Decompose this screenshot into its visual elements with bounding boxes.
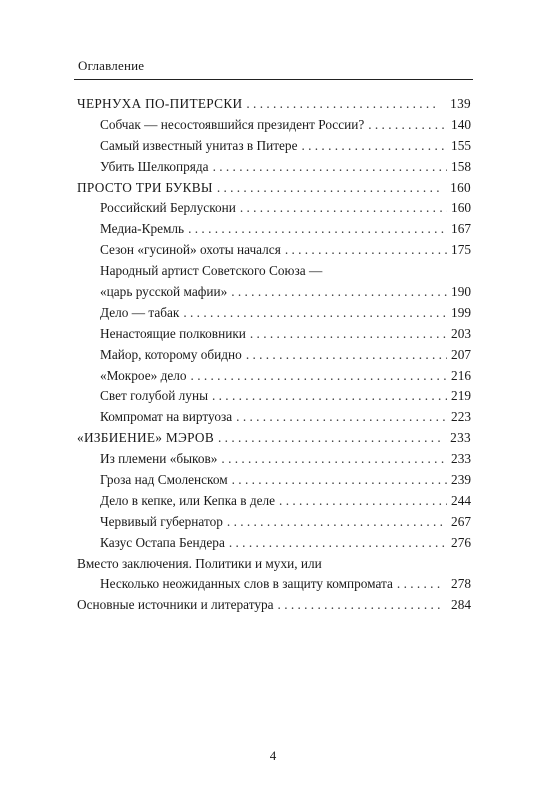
toc-entry-page: 155: [451, 137, 471, 153]
toc-entry[interactable]: [77, 240, 471, 261]
dot-leader: [232, 470, 447, 491]
toc-entry[interactable]: [77, 512, 471, 533]
dot-leader: [212, 386, 447, 407]
toc-entry-page: 207: [451, 346, 471, 362]
toc-entry-title: Компромат на виртуоза: [100, 409, 233, 425]
toc-entry-page: 203: [451, 325, 471, 341]
toc-entry-title: Убить Шелкопряда: [100, 158, 209, 174]
toc-entry[interactable]: [77, 282, 471, 303]
toc-entry[interactable]: [77, 115, 471, 136]
toc-entry-title: ПРОСТО ТРИ БУКВЫ: [77, 179, 213, 195]
toc-entry-page: 216: [451, 367, 471, 383]
toc-entry-title: Собчак — несостоявшийся президент России?: [100, 116, 365, 132]
toc-entry[interactable]: [77, 366, 471, 387]
table-of-contents: [77, 94, 471, 616]
toc-entry[interactable]: [77, 303, 471, 324]
toc-section-entry[interactable]: [77, 178, 471, 199]
toc-entry-page: 244: [451, 492, 471, 508]
toc-entry-title: «Мокрое» дело: [100, 367, 187, 383]
toc-entry[interactable]: [77, 386, 471, 407]
toc-entry-page: 158: [451, 158, 471, 174]
dot-leader: [188, 219, 447, 240]
toc-entry-title: Медиа-Кремль: [100, 221, 185, 237]
toc-entry-page: 239: [451, 472, 471, 488]
toc-entry-title: Самый известный унитаз в Питере: [100, 137, 298, 153]
toc-entry-title: Червивый губернатор: [100, 513, 223, 529]
dot-leader: [285, 240, 447, 261]
toc-entry-page: 233: [451, 451, 471, 467]
dot-leader: [236, 407, 447, 428]
toc-entry-page: 167: [451, 221, 471, 237]
toc-entry-title: Казус Остапа Бендера: [100, 534, 225, 550]
dot-leader: [213, 157, 447, 178]
dot-leader: [301, 136, 447, 157]
toc-entry-title: Майор, которому обидно: [100, 346, 242, 362]
dot-leader: [246, 94, 440, 115]
toc-entry[interactable]: [77, 157, 471, 178]
dot-leader: [221, 449, 447, 470]
toc-entry-page: 160: [451, 200, 471, 216]
toc-entry-page: 139: [450, 96, 471, 111]
dot-leader: [191, 366, 448, 387]
toc-entry-title: «ИЗБИЕНИЕ» МЭРОВ: [77, 430, 215, 446]
toc-entry-title-line: Народный артист Советского Союза —: [100, 263, 323, 279]
toc-entry[interactable]: [77, 574, 471, 595]
toc-entry[interactable]: [77, 345, 471, 366]
toc-entry[interactable]: [77, 449, 471, 470]
dot-leader: [279, 491, 447, 512]
toc-entry-page: 140: [451, 116, 471, 132]
toc-section-entry[interactable]: [77, 94, 471, 115]
toc-entry-page: 199: [451, 304, 471, 320]
dot-leader: [278, 595, 442, 616]
toc-entry-title: Сезон «гусиной» охоты начался: [100, 242, 281, 258]
dot-leader: [368, 115, 447, 136]
toc-entry-title: Из племени «быков»: [100, 451, 218, 467]
header-rule: [74, 79, 473, 80]
toc-entry-page: 233: [450, 430, 471, 446]
toc-entry[interactable]: [77, 470, 471, 491]
toc-entry-page: 267: [451, 513, 471, 529]
dot-leader: [246, 345, 447, 366]
dot-leader: [240, 198, 447, 219]
toc-entry-title: Дело в кепке, или Кепка в деле: [100, 492, 276, 508]
dot-leader: [397, 574, 441, 595]
toc-entry-page: 276: [451, 534, 471, 550]
toc-entry-title: «царь русской мафии»: [100, 284, 228, 300]
toc-entry-page: 160: [450, 179, 471, 195]
page-number: 4: [269, 748, 277, 763]
toc-entry-page: 223: [451, 409, 471, 425]
toc-entry-page: 175: [451, 242, 471, 258]
toc-entry[interactable]: [77, 198, 471, 219]
toc-entry-title: Дело — табак: [100, 304, 180, 320]
toc-entry[interactable]: [77, 533, 471, 554]
dot-leader: [218, 428, 440, 449]
dot-leader: [183, 303, 447, 324]
dot-leader: [227, 512, 447, 533]
toc-entry-page: 219: [451, 388, 471, 404]
toc-entry-title: Гроза над Смоленском: [100, 472, 228, 488]
toc-entry[interactable]: [77, 219, 471, 240]
toc-entry[interactable]: [77, 595, 471, 616]
toc-entry-title: ЧЕРНУХА ПО-ПИТЕРСКИ: [77, 96, 243, 111]
toc-entry[interactable]: [77, 324, 471, 345]
toc-entry[interactable]: [77, 136, 471, 157]
toc-section-entry[interactable]: [77, 428, 471, 449]
toc-entry-title: Российский Берлускони: [100, 200, 236, 216]
dot-leader: [229, 533, 447, 554]
dot-leader: [217, 178, 440, 199]
toc-entry-title: Свет голубой луны: [100, 388, 208, 404]
toc-entry-title: Основные источники и литература: [77, 597, 274, 613]
toc-entry-page: 190: [451, 284, 471, 300]
toc-entry-page: 284: [451, 597, 471, 613]
dot-leader: [231, 282, 447, 303]
toc-entry-page: 278: [451, 576, 471, 592]
toc-entry[interactable]: [77, 491, 471, 512]
toc-entry[interactable]: [77, 407, 471, 428]
toc-entry-title: Ненастоящие полковники: [100, 325, 246, 341]
running-head: Оглавление: [78, 58, 145, 73]
dot-leader: [250, 324, 447, 345]
toc-entry-title: Несколько неожиданных слов в защиту компромата: [100, 576, 393, 592]
toc-entry-title-line: Вместо заключения. Политики и мухи, или: [77, 555, 322, 571]
